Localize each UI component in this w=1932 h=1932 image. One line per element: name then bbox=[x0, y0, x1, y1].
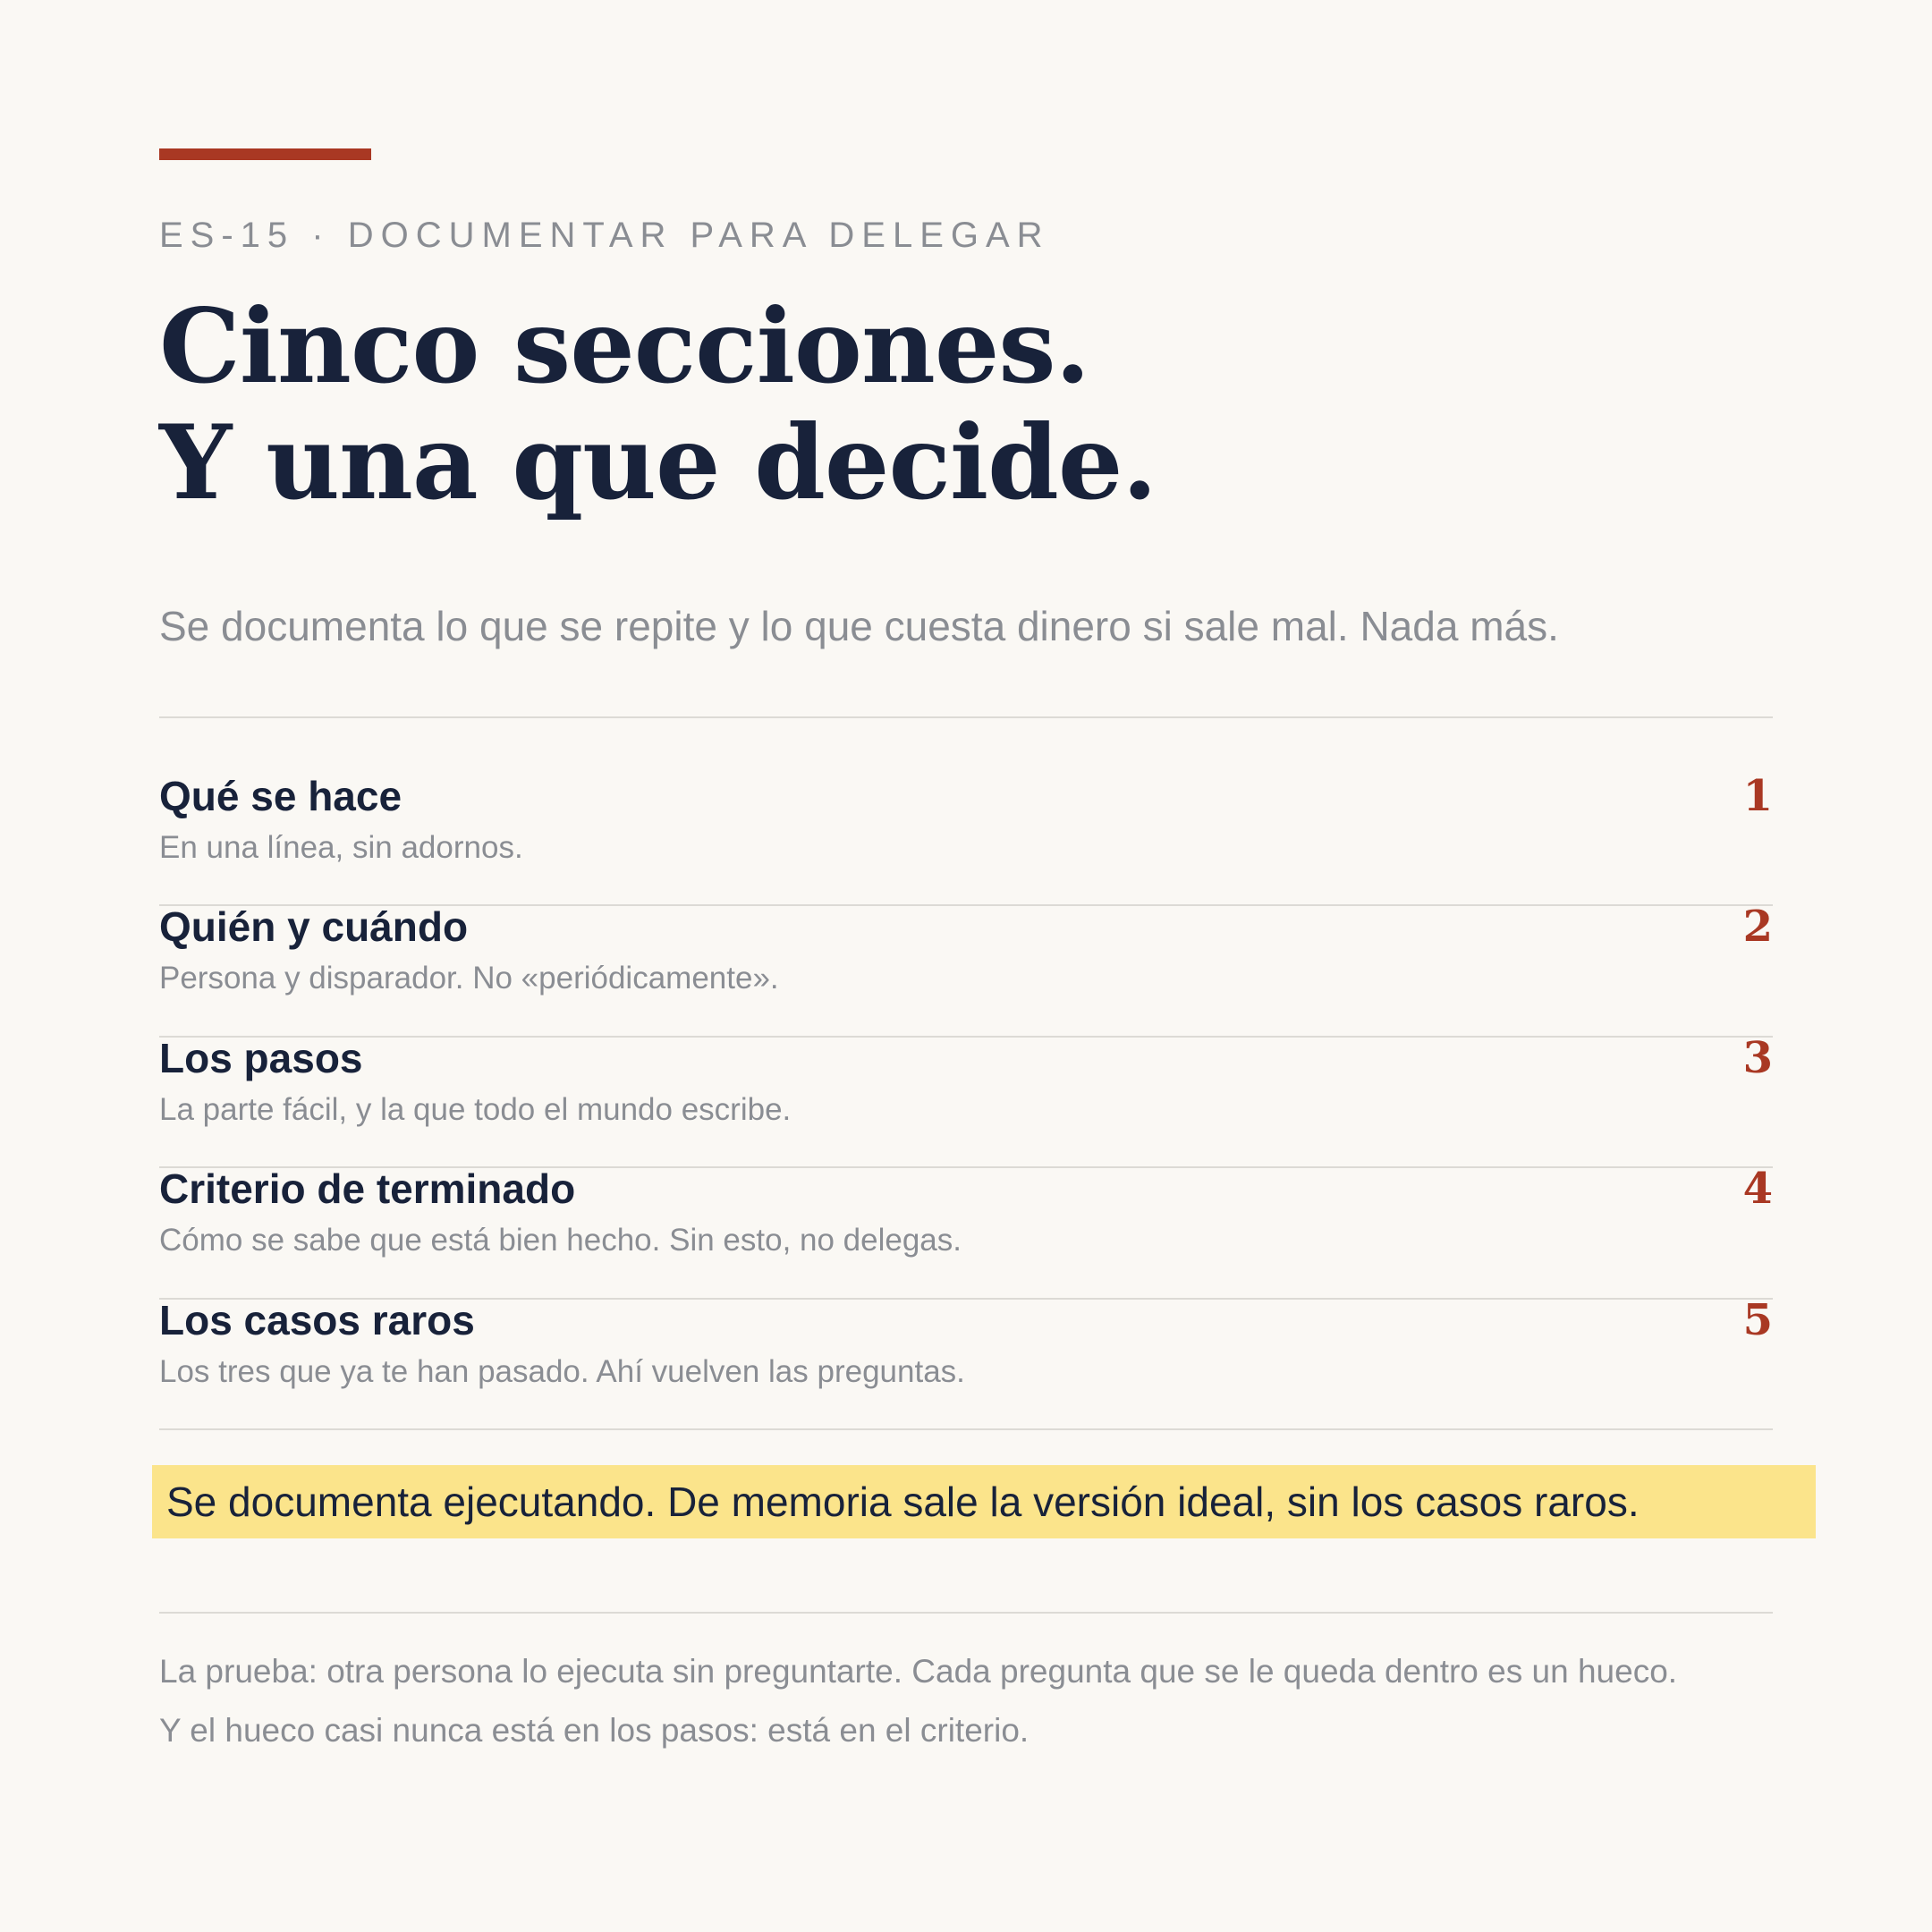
closing-line-2: Y el hueco casi nunca está en los pasos: está en el criterio. bbox=[159, 1712, 1030, 1749]
section-number: 3 bbox=[1742, 1033, 1773, 1083]
section-name: Criterio de terminado bbox=[159, 1165, 576, 1212]
section-description: Cómo se sabe que está bien hecho. Sin esto, no delegas. bbox=[159, 1223, 962, 1258]
section-number: 4 bbox=[1742, 1164, 1773, 1214]
section-description: Los tres que ya te han pasado. Ahí vuelven las preguntas. bbox=[159, 1354, 965, 1389]
section-item bbox=[159, 902, 1773, 1032]
divider-top bbox=[159, 716, 1773, 718]
section-description: La parte fácil, y la que todo el mundo escribe. bbox=[159, 1092, 792, 1127]
divider-bottom bbox=[159, 1428, 1773, 1430]
eyebrow-label: ES-15 · DOCUMENTAR PARA DELEGAR bbox=[159, 216, 1050, 255]
section-number: 2 bbox=[1742, 902, 1773, 952]
section-item bbox=[159, 1164, 1773, 1294]
section-name: Qué se hace bbox=[159, 773, 402, 819]
section-description: En una línea, sin adornos. bbox=[159, 830, 523, 865]
section-description: Persona y disparador. No «periódicamente». bbox=[159, 961, 779, 996]
highlight-text: Se documenta ejecutando. De memoria sale la versión ideal, sin los casos raros. bbox=[166, 1479, 1640, 1525]
closing-line-1: La prueba: otra persona lo ejecuta sin preguntarte. Cada pregunta que se le queda dentro es un hueco. bbox=[159, 1653, 1678, 1690]
page-title bbox=[159, 288, 1157, 521]
lede-text: Se documenta lo que se repite y lo que cuesta dinero si sale mal. Nada más. bbox=[159, 603, 1559, 649]
section-item bbox=[159, 1033, 1773, 1164]
section-number: 1 bbox=[1742, 771, 1773, 821]
title-line-2: Y una que decide. bbox=[159, 402, 1157, 522]
highlight-callout bbox=[152, 1465, 1816, 1538]
section-name: Los pasos bbox=[159, 1035, 363, 1081]
section-item bbox=[159, 1295, 1773, 1426]
section-number: 5 bbox=[1742, 1295, 1773, 1345]
accent-bar bbox=[159, 148, 371, 160]
section-name: Quién y cuándo bbox=[159, 903, 469, 950]
section-name: Los casos raros bbox=[159, 1297, 475, 1343]
divider-closing bbox=[159, 1612, 1773, 1614]
title-line-1: Cinco secciones. bbox=[159, 286, 1090, 406]
section-item bbox=[159, 771, 1773, 902]
